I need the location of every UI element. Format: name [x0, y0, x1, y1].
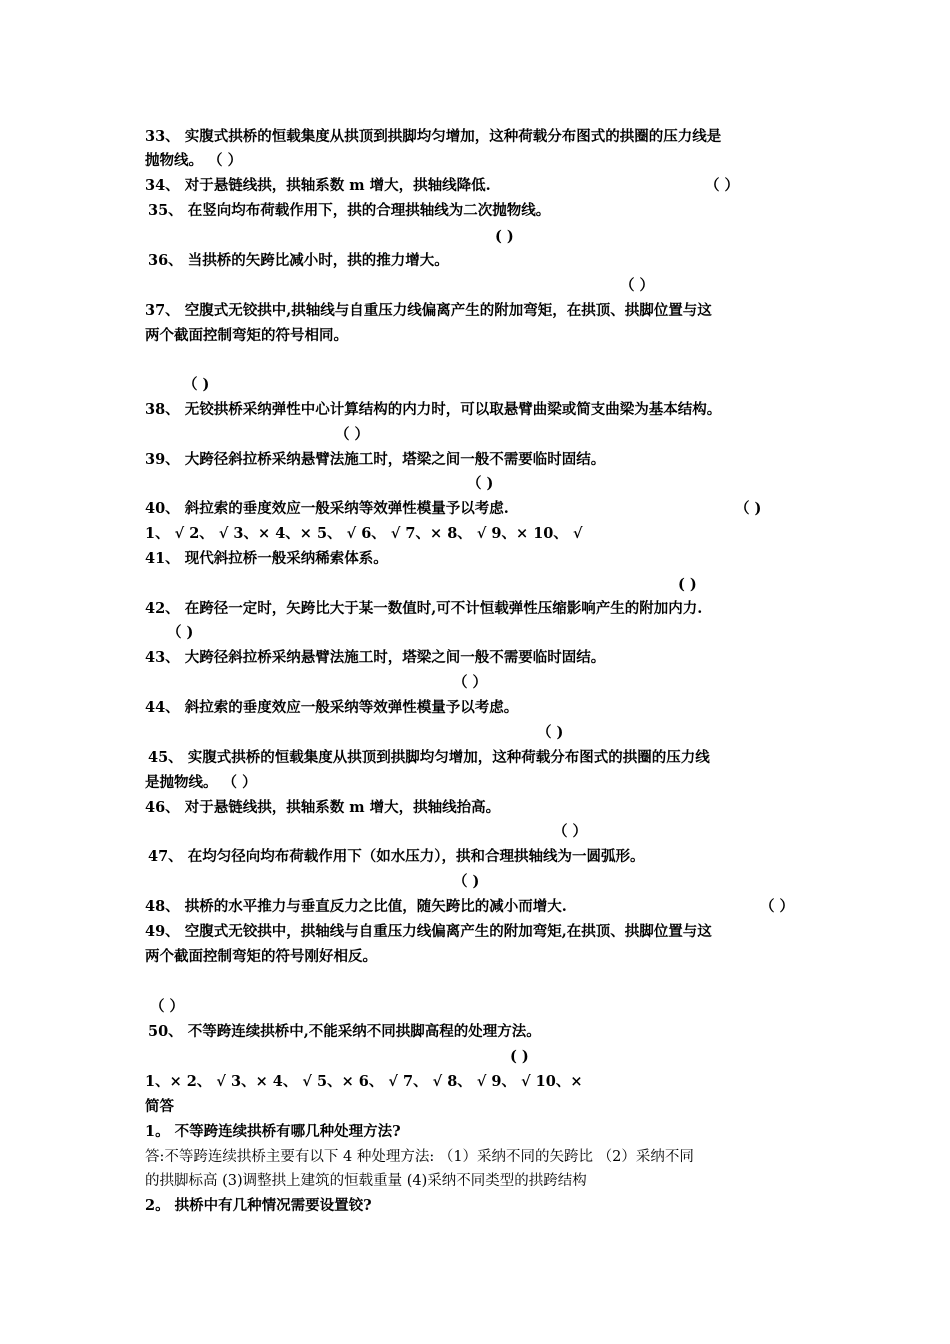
q37-text-line1: 37、 空腹式无铰拱中,拱轴线与自重压力线偏离产生的附加弯矩，在拱顶、拱脚位置与这: [145, 302, 712, 319]
q38-answer-blank: （ ）: [335, 426, 370, 443]
q50-answer-blank: ( ): [510, 1048, 529, 1065]
q37-answer-blank: （ ): [183, 376, 210, 393]
section-heading: 简答: [145, 1098, 174, 1115]
q39-answer-blank: （ ): [467, 475, 494, 492]
q40-text: 40、 斜拉索的垂度效应一般采纳等效弹性模量予以考虑.: [145, 500, 509, 517]
q36-answer-blank: （ ）: [620, 277, 655, 294]
short-question-1: 1。 不等跨连续拱桥有哪几种处理方法?: [145, 1123, 401, 1140]
q34-text: 34、 对于悬链线拱，拱轴系数 m 增大，拱轴线降低.: [145, 177, 491, 194]
q38-text: 38、 无铰拱桥采纳弹性中心计算结构的内力时，可以取悬臂曲梁或简支曲梁为基本结构。: [145, 401, 722, 418]
q41-answer-blank: ( ): [678, 576, 697, 593]
q35-answer-blank: ( ): [495, 228, 514, 245]
q49-text-line2: 两个截面控制弯矩的符号刚好相反。: [145, 948, 377, 965]
short-answer-1-line2: 的拱脚标高 (3)调整拱上建筑的恒载重量 (4)采纳不同类型的拱跨结构: [145, 1173, 587, 1189]
q37-text-line2: 两个截面控制弯矩的符号相同。: [145, 327, 348, 344]
q47-text: 47、 在均匀径向均布荷载作用下（如水压力），拱和合理拱轴线为一圆弧形。: [148, 848, 645, 865]
q39-text: 39、 大跨径斜拉桥采纳悬臂法施工时，塔梁之间一般不需要临时固结。: [145, 451, 606, 468]
q47-answer-blank: （ ): [453, 873, 480, 890]
q42-answer-blank: （ ): [167, 624, 194, 641]
q42-text: 42、 在跨径一定时，矢跨比大于某一数值时,可不计恒载弹性压缩影响产生的附加内力.: [145, 600, 703, 617]
q46-text: 46、 对于悬链线拱，拱轴系数 m 增大，拱轴线抬高。: [145, 799, 501, 816]
q48-answer-blank: （ ）: [760, 898, 795, 915]
q35-text: 35、 在竖向均布荷载作用下，拱的合理拱轴线为二次抛物线。: [148, 202, 551, 219]
q41-text: 41、 现代斜拉桥一般采纳稀索体系。: [145, 550, 388, 567]
q49-answer-blank: （ ）: [150, 998, 185, 1015]
q45-text-line1: 45、 实腹式拱桥的恒载集度从拱顶到拱脚均匀增加，这种荷载分布图式的拱圈的压力线: [148, 749, 710, 766]
short-answer-1-line1: 答:不等跨连续拱桥主要有以下 4 种处理方法: （1）采纳不同的矢跨比 （2）采纳不同: [145, 1149, 694, 1165]
q34-answer-blank: （ ）: [705, 177, 740, 194]
q43-answer-blank: （ ）: [453, 674, 488, 691]
answer-key-2: 1、× 2、 √ 3、× 4、 √ 5、× 6、 √ 7、 √ 8、 √ 9、 √ 10、×: [145, 1073, 583, 1090]
q40-answer-blank: （ ): [735, 500, 762, 517]
short-question-2: 2。 拱桥中有几种情况需要设置铰?: [145, 1197, 372, 1214]
q43-text: 43、 大跨径斜拉桥采纳悬臂法施工时，塔梁之间一般不需要临时固结。: [145, 649, 606, 666]
q50-text: 50、 不等跨连续拱桥中,不能采纳不同拱脚高程的处理方法。: [148, 1023, 541, 1040]
q44-answer-blank: （ ): [537, 724, 564, 741]
q36-text: 36、 当拱桥的矢跨比减小时，拱的推力增大。: [148, 252, 449, 269]
q46-answer-blank: （ ）: [553, 823, 588, 840]
q44-text: 44、 斜拉索的垂度效应一般采纳等效弹性模量予以考虑。: [145, 699, 519, 716]
answer-key-1: 1、 √ 2、 √ 3、× 4、× 5、 √ 6、 √ 7、× 8、 √ 9、× 10、 √: [145, 525, 583, 542]
q45-text-line2: 是抛物线。 （ ）: [145, 774, 257, 791]
q49-text-line1: 49、 空腹式无铰拱中，拱轴线与自重压力线偏离产生的附加弯矩,在拱顶、拱脚位置与这: [145, 923, 712, 940]
q33-text-line1: 33、 实腹式拱桥的恒载集度从拱顶到拱脚均匀增加，这种荷载分布图式的拱圈的压力线是: [145, 128, 722, 145]
q33-text-line2: 抛物线。 （ ）: [145, 152, 243, 169]
q48-text: 48、 拱桥的水平推力与垂直反力之比值，随矢跨比的减小而增大.: [145, 898, 567, 915]
